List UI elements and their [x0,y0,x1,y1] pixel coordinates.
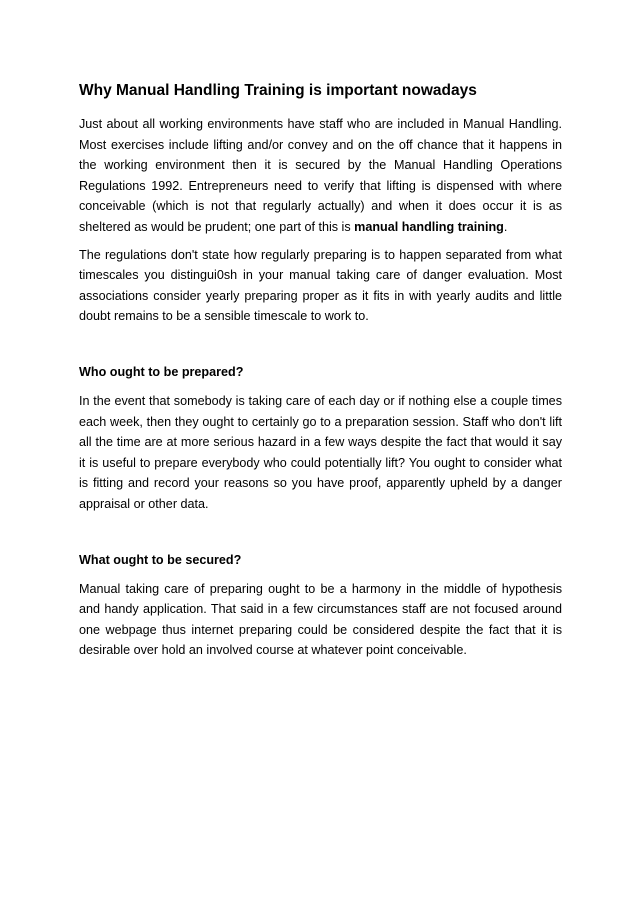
section-heading-who: Who ought to be prepared? [79,364,244,379]
document-page [79,80,562,668]
intro-text: Just about all working environments have staff who are included in Manual Handling. Most exercises include lifting and/or convey and on the off chance that it happens in the working environment then it is secured by the Manual Handling Operations Regulations 1992. Entrepreneurs need to verify that lifting is dispensed with where conceivable (which is not that regularly actually) and when it does occur it is as sheltered as would be prudent; one part of this is [79,117,562,234]
regulations-paragraph: The regulations don't state how regularly preparing is to happen separated from what timescales you distingui0sh in your manual taking care of danger evaluation. Most associations consider yearly preparing proper as it fits in with yearly audits and little doubt remains to be a sensible timescale to work to. [79,247,562,324]
section-spacer [79,334,562,362]
section-body-who: In the event that somebody is taking care of each day or if nothing else a couple times each week, then they ought to certainly go to a preparation session. Staff who don't lift all the time are at more serious hazard in a few ways despite the fact that would it say it is useful to prepare everybody who could potentially lift? You ought to consider what is fitting and record your reasons so you have proof, apparently upheld by a danger appraisal or other data. [79,393,562,511]
intro-paragraph [79,114,562,238]
intro-bold-phrase: manual handling training [354,219,504,234]
section-spacer [79,522,562,550]
section-body-what: Manual taking care of preparing ought to be a harmony in the middle of hypothesis and handy application. That said in a few circumstances staff are not focused around one webpage thus internet preparing could be considered despite the fact that it is desirable over hold an involved course at whatever point conceivable. [79,581,562,658]
intro-text-end: . [503,219,508,234]
document-title: Why Manual Handling Training is important nowadays [79,82,477,99]
section-heading-what: What ought to be secured? [79,552,242,567]
